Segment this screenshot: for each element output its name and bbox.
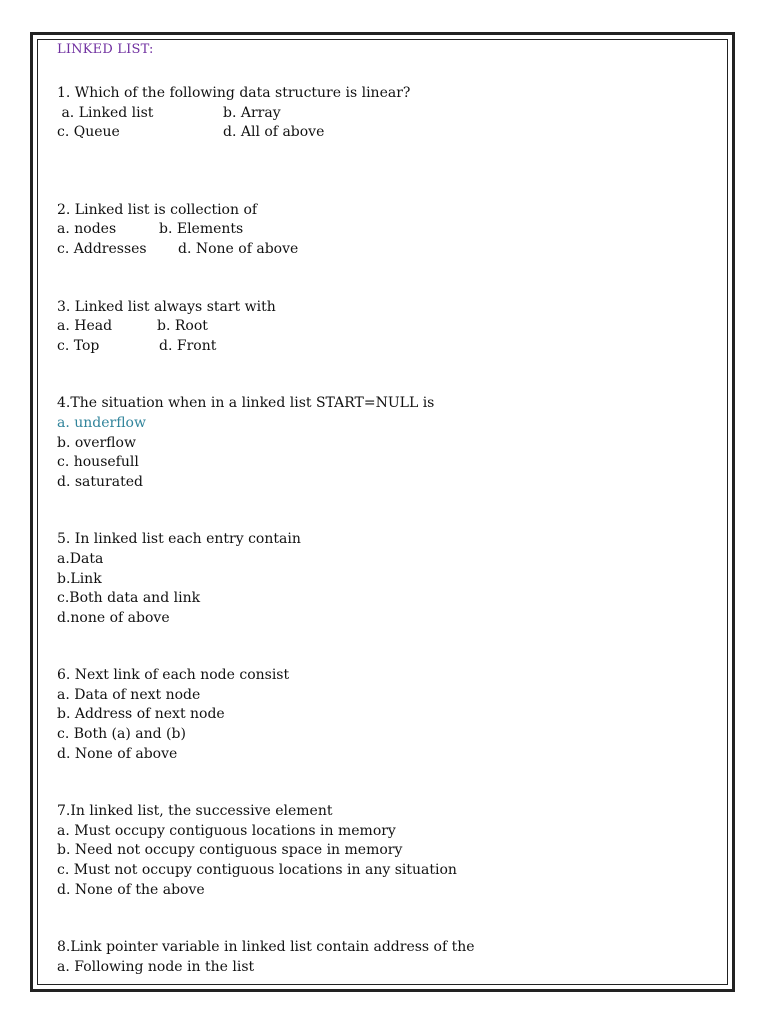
question-1 xyxy=(57,84,717,143)
option-c: c.Both data and link xyxy=(57,590,201,607)
option-a: a.Data xyxy=(57,550,104,567)
question-5 xyxy=(57,530,717,628)
question-7 xyxy=(57,802,717,900)
option-a-highlighted: a. underflow xyxy=(57,414,146,431)
option-c: c. Queue xyxy=(57,124,120,141)
option-b: b. Address of next node xyxy=(57,706,225,723)
option-d: d. None of the above xyxy=(57,881,205,898)
option-b: b.Link xyxy=(57,570,102,587)
question-text: 5. In linked list each entry contain xyxy=(57,531,301,548)
document-title: LINKED LIST: xyxy=(57,42,154,57)
option-c: c. Both (a) and (b) xyxy=(57,726,186,743)
option-a: a. Linked list xyxy=(57,104,154,121)
option-b: b. Array xyxy=(223,104,281,121)
question-8 xyxy=(57,938,717,977)
option-d: d. None of above xyxy=(178,240,299,257)
option-d: d. Front xyxy=(159,337,217,354)
option-c: c. housefull xyxy=(57,454,139,471)
option-c: c. Must not occupy contiguous locations in any situation xyxy=(57,862,457,879)
option-d: d.none of above xyxy=(57,609,170,626)
question-text: 8.Link pointer variable in linked list contain address of the xyxy=(57,939,475,956)
option-c: c. Top xyxy=(57,337,100,354)
option-d: d. saturated xyxy=(57,473,143,490)
option-a: a. Must occupy contiguous locations in memory xyxy=(57,822,396,839)
question-2 xyxy=(57,201,717,260)
question-text: 2. Linked list is collection of xyxy=(57,201,258,218)
option-a: a. Following node in the list xyxy=(57,958,255,975)
option-b: b. overflow xyxy=(57,434,136,451)
question-text: 6. Next link of each node consist xyxy=(57,667,290,684)
option-b: b. Elements xyxy=(159,221,244,238)
option-a: a. Data of next node xyxy=(57,686,201,703)
question-text: 1. Which of the following data structure is linear? xyxy=(57,85,411,101)
question-6 xyxy=(57,666,717,764)
option-b: b. Root xyxy=(157,318,208,335)
question-text: 4.The situation when in a linked list START=NULL is xyxy=(57,395,435,412)
option-d: d. None of above xyxy=(57,745,178,762)
question-text: 3. Linked list always start with xyxy=(57,298,276,315)
question-4 xyxy=(57,394,717,492)
option-b: b. Need not occupy contiguous space in memory xyxy=(57,842,403,859)
option-a: a. nodes xyxy=(57,221,117,238)
option-a: a. Head xyxy=(57,318,113,335)
option-d: d. All of above xyxy=(223,124,325,141)
question-3 xyxy=(57,298,717,357)
question-text: 7.In linked list, the successive element xyxy=(57,803,333,820)
document-body xyxy=(57,40,717,977)
option-c: c. Addresses xyxy=(57,240,147,257)
